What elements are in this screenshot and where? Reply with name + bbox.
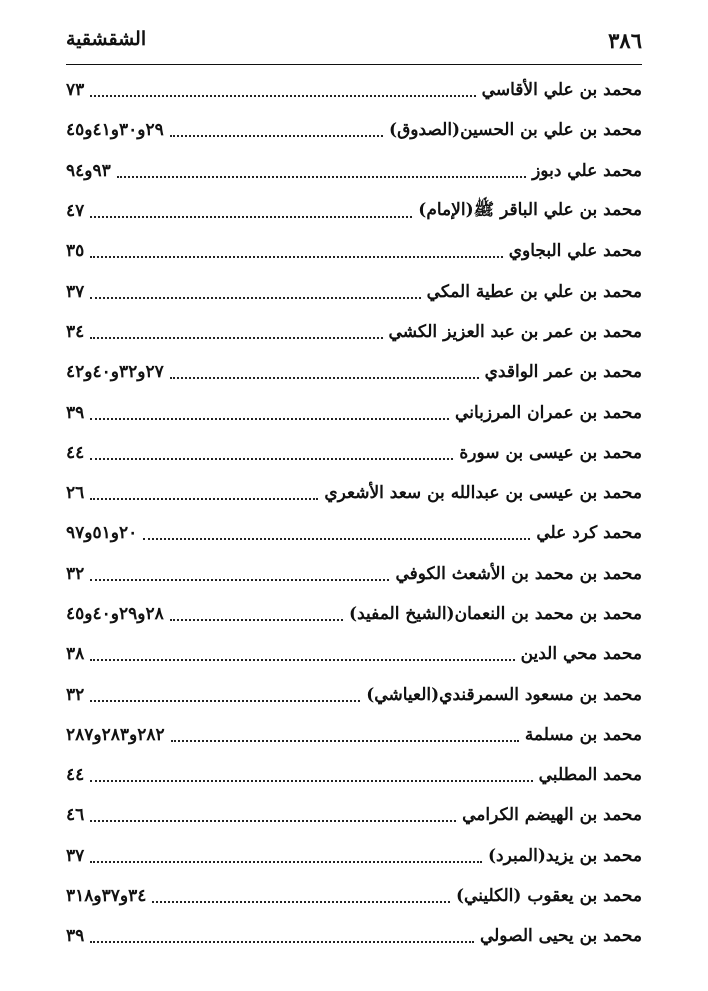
entry-name: محمد بن علي بن الحسين(الصدوق) [389,120,642,141]
entry-pages: ٢٦ [66,483,85,504]
dot-leader [143,538,530,540]
index-entry [66,916,642,956]
dot-leader [90,941,474,943]
index-entry [66,674,642,714]
index-entry [66,433,642,473]
entry-name: محمد بن عمر الواقدي [484,362,642,383]
page-number: ٣٨٦ [608,28,642,53]
entry-pages: ٤٦ [66,805,85,826]
dot-leader [90,256,502,258]
dot-leader [90,418,449,420]
entry-pages: ٣٢ [66,684,85,705]
index-entry [66,836,642,876]
index-entry [66,634,642,674]
index-entry [66,392,642,432]
entry-pages: ٣٧ [66,281,85,302]
index-entry [66,554,642,594]
entry-pages: ٢٨٢و٢٨٣و٢٨٧ [66,724,165,745]
dot-leader [90,498,318,500]
index-entry [66,473,642,513]
index-list [66,70,642,957]
dot-leader [90,337,382,339]
dot-leader [90,216,412,218]
index-entry [66,513,642,553]
running-title: الشقشقية [66,28,147,50]
entry-pages: ٣٤ [66,321,85,342]
dot-leader [152,901,450,903]
entry-name: محمد علي دبوز [532,160,642,181]
index-entry [66,110,642,150]
index-entry [66,151,642,191]
entry-name: محمد بن علي بن عطية المكي [426,281,642,302]
index-entry [66,594,642,634]
entry-pages: ٣٤و٣٧و٣١٨ [66,886,147,907]
entry-pages: ٣٨ [66,644,85,665]
entry-pages: ٣٧ [66,845,85,866]
entry-pages: ٢٩و٣٠و٤١و٤٥ [66,120,164,141]
entry-name: محمد بن مسلمة [524,724,642,745]
dot-leader [90,700,360,702]
index-entry [66,191,642,231]
index-entry [66,755,642,795]
index-entry [66,876,642,916]
dot-leader [90,659,514,661]
entry-name: محمد بن عيسى بن سورة [459,442,642,463]
entry-name: محمد بن محمد بن النعمان(الشيخ المفيد) [349,604,642,624]
dot-leader [90,297,420,299]
entry-name: محمد بن يحيى الصولي [479,926,642,947]
entry-pages: ٤٧ [66,201,85,222]
header-rule [66,64,642,65]
dot-leader [170,377,479,379]
entry-pages: ٧٣ [66,80,85,101]
entry-name: محمد بن مسعود السمرقندي(العياشي) [366,684,642,705]
entry-pages: ٤٤ [66,442,85,463]
index-entry [66,795,642,835]
entry-pages: ٩٣و٩٤ [66,160,111,181]
entry-name: محمد المطلبي [538,765,642,786]
entry-pages: ٢٠و٥١و٩٧ [66,523,138,544]
entry-name: محمد بن عمر بن عبد العزيز الكشي [388,321,642,342]
page-header [66,28,642,60]
entry-name: محمد محي الدين [520,644,642,665]
dot-leader [90,95,475,97]
entry-name: محمد بن عمران المرزباني [455,402,642,423]
entry-name: محمد بن يزيد(المبرد) [487,845,642,866]
index-entry [66,715,642,755]
entry-pages: ٣٩ [66,926,85,947]
dot-leader [171,740,519,742]
entry-pages: ٢٨و٢٩و٤٠و٤٥ [66,604,164,624]
entry-name: محمد بن علي الباقر ﷺ(الإمام) [418,199,642,220]
index-entry [66,312,642,352]
dot-leader [90,780,532,782]
index-entry [66,70,642,110]
entry-pages: ٢٧و٣٢و٤٠و٤٢ [66,362,164,383]
index-entry [66,271,642,311]
entry-name: محمد بن يعقوب (الكليني) [455,886,642,907]
entry-pages: ٣٩ [66,402,85,423]
entry-name: محمد كرد علي [536,523,642,544]
index-entry [66,231,642,271]
dot-leader [90,820,456,822]
dot-leader [117,176,526,178]
entry-name: محمد علي البجاوي [508,241,642,262]
entry-name: محمد بن عيسى بن عبدالله بن سعد الأشعري [324,483,642,504]
dot-leader [90,579,389,581]
entry-pages: ٤٤ [66,765,85,786]
dot-leader [170,135,383,137]
entry-name: محمد بن علي الأقاسي [481,80,642,101]
dot-leader [170,619,343,621]
entry-pages: ٣٢ [66,563,85,584]
index-entry [66,352,642,392]
dot-leader [90,861,482,863]
dot-leader [90,458,453,460]
entry-name: محمد بن محمد بن الأشعث الكوفي [395,563,642,584]
entry-pages: ٣٥ [66,241,85,262]
entry-name: محمد بن الهيضم الكرامي [462,805,642,826]
